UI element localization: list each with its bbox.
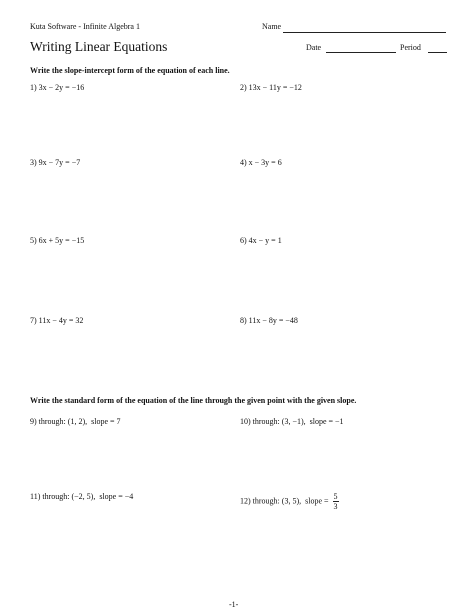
problem-5	[30, 236, 84, 245]
problem-number: 8)	[240, 316, 247, 325]
slope-label: slope =	[305, 496, 329, 506]
section2-instructions: Write the standard form of the equation of the line through the given point with the given slope.	[30, 396, 357, 405]
problem-11: 11) through: (−2, 5), slope = −4	[30, 492, 134, 501]
through-label: through:	[38, 417, 66, 426]
problem-equation: 13x − 11y = −12	[248, 83, 302, 92]
problem-6	[240, 236, 282, 245]
publisher-label: Kuta Software - Infinite Algebra 1	[30, 22, 140, 31]
problem-12: 12) through: (3, 5), slope = $\frac{5}{3}$	[240, 492, 338, 511]
date-label: Date	[306, 43, 322, 52]
name-label: Name	[262, 22, 282, 31]
problem-number: 7)	[30, 316, 37, 325]
point-value: (3, 5)	[281, 496, 300, 506]
point-value: (−2, 5)	[71, 492, 94, 501]
problem-number: 1)	[30, 83, 37, 92]
slope-denominator: 3	[333, 502, 338, 511]
through-label: through:	[42, 492, 70, 501]
problem-4	[240, 158, 282, 167]
problem-8	[240, 316, 298, 325]
problem-equation: 9x − 7y = −7	[38, 158, 81, 167]
problem-equation: 3x − 2y = −16	[38, 83, 85, 92]
problem-number: 4)	[240, 158, 247, 167]
problem-number: 9)	[30, 417, 37, 426]
problem-7	[30, 316, 83, 325]
problem-1	[30, 83, 84, 92]
problem-number: 5)	[30, 236, 37, 245]
problem-number: 6)	[240, 236, 247, 245]
problem-10: 10) through: (3, −1), slope = −1	[240, 417, 344, 426]
slope-value: 7	[116, 417, 121, 426]
problem-equation: 4x − y = 1	[248, 236, 282, 245]
problem-number: 10)	[240, 417, 251, 426]
through-label: through:	[252, 417, 280, 426]
slope-value: −1	[335, 417, 344, 426]
section1-instructions: Write the slope-intercept form of the equation of each line.	[30, 66, 230, 75]
problem-number: 2)	[240, 83, 247, 92]
through-label: through:	[252, 496, 280, 506]
problem-9: 9) through: (1, 2), slope = 7	[30, 417, 121, 426]
period-blank[interactable]	[428, 52, 447, 53]
problem-number: 12)	[240, 496, 251, 506]
name-blank[interactable]	[283, 32, 446, 33]
slope-fraction	[333, 492, 339, 511]
point-value: (1, 2)	[67, 417, 86, 426]
problem-2	[240, 83, 302, 92]
slope-label: slope =	[309, 417, 334, 426]
problem-equation: 11x − 4y = 32	[38, 316, 84, 325]
slope-label: slope =	[99, 492, 123, 501]
date-blank[interactable]	[326, 52, 396, 53]
page-title: Writing Linear Equations	[30, 39, 168, 54]
period-label: Period	[400, 43, 421, 52]
problem-number: 11)	[30, 492, 41, 501]
problem-equation: x − 3y = 6	[248, 158, 282, 167]
slope-label: slope =	[91, 417, 115, 426]
slope-value: −4	[124, 492, 134, 501]
problem-3	[30, 158, 80, 167]
problem-number: 3)	[30, 158, 37, 167]
page-number: -1-	[229, 600, 239, 609]
problem-equation: 11x − 8y = −48	[248, 316, 298, 325]
point-value: (3, −1)	[281, 417, 304, 426]
problem-equation: 6x + 5y = −15	[38, 236, 85, 245]
slope-numerator: 5	[333, 492, 338, 501]
